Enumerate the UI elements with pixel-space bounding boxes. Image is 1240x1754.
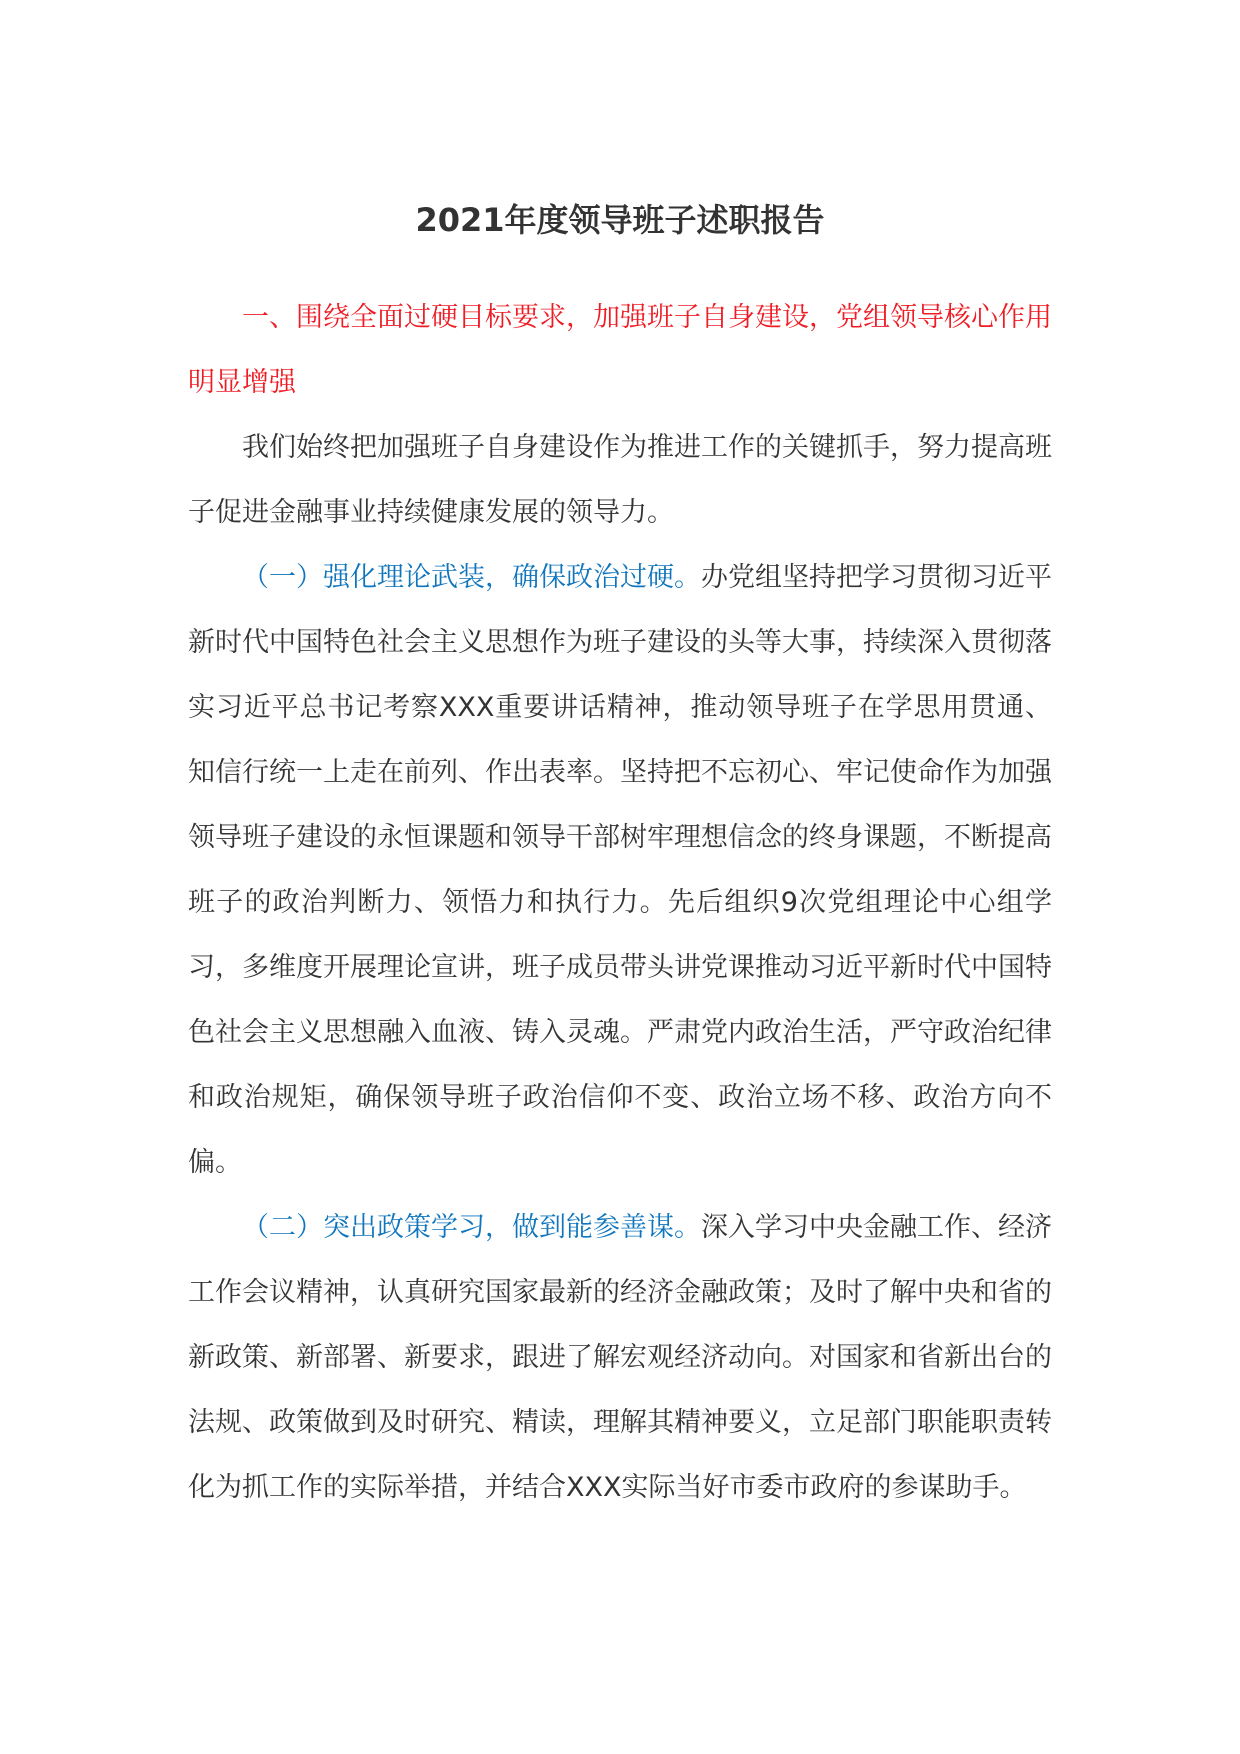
item-text-1: 办党组坚持把学习贯彻习近平新时代中国特色社会主义思想作为班子建设的头等大事，持续深入贯彻落实习近平总书记考察XXX重要讲话精神，推动领导班子在学思用贯通、知信行统一上走在前列、作出表率。坚持把不忘初心、牢记使命作为加强领导班子建设的永恒课题和领导干部树牢理想信念的终身课题，不断提高班子的政治判断力、领悟力和执行力。先后组织9次党组理论中心组学习，多维度开展理论宣讲，班子成员带头讲党课推动习近平新时代中国特色社会主义思想融入血液、铸入灵魂。严肃党内政治生活，严守政治纪律和政治规矩，确保领导班子政治信仰不变、政治立场不移、政治方向不偏。 xyxy=(188,562,1052,1178)
item-heading-1: （一）强化理论武装，确保政治过硬。 xyxy=(242,562,701,593)
document-body xyxy=(188,285,1052,1520)
section-heading-1: 一、围绕全面过硬目标要求，加强班子自身建设，党组领导核心作用明显增强 xyxy=(188,302,1052,398)
item-paragraph-2 xyxy=(188,1195,1052,1520)
item-text-2: 深入学习中央金融工作、经济工作会议精神，认真研究国家最新的经济金融政策；及时了解中央和省的新政策、新部署、新要求，跟进了解宏观经济动向。对国家和省新出台的法规、政策做到及时研究、精读，理解其精神要义，立足部门职能职责转化为抓工作的实际举措，并结合XXX实际当好市委市政府的参谋助手。 xyxy=(188,1212,1052,1503)
item-paragraph-1 xyxy=(188,545,1052,1195)
document-title: 2021年度领导班子述职报告 xyxy=(415,201,825,239)
intro-paragraph: 我们始终把加强班子自身建设作为推进工作的关键抓手，努力提高班子促进金融事业持续健康发展的领导力。 xyxy=(188,432,1052,528)
item-heading-2: （二）突出政策学习，做到能参善谋。 xyxy=(242,1212,701,1243)
